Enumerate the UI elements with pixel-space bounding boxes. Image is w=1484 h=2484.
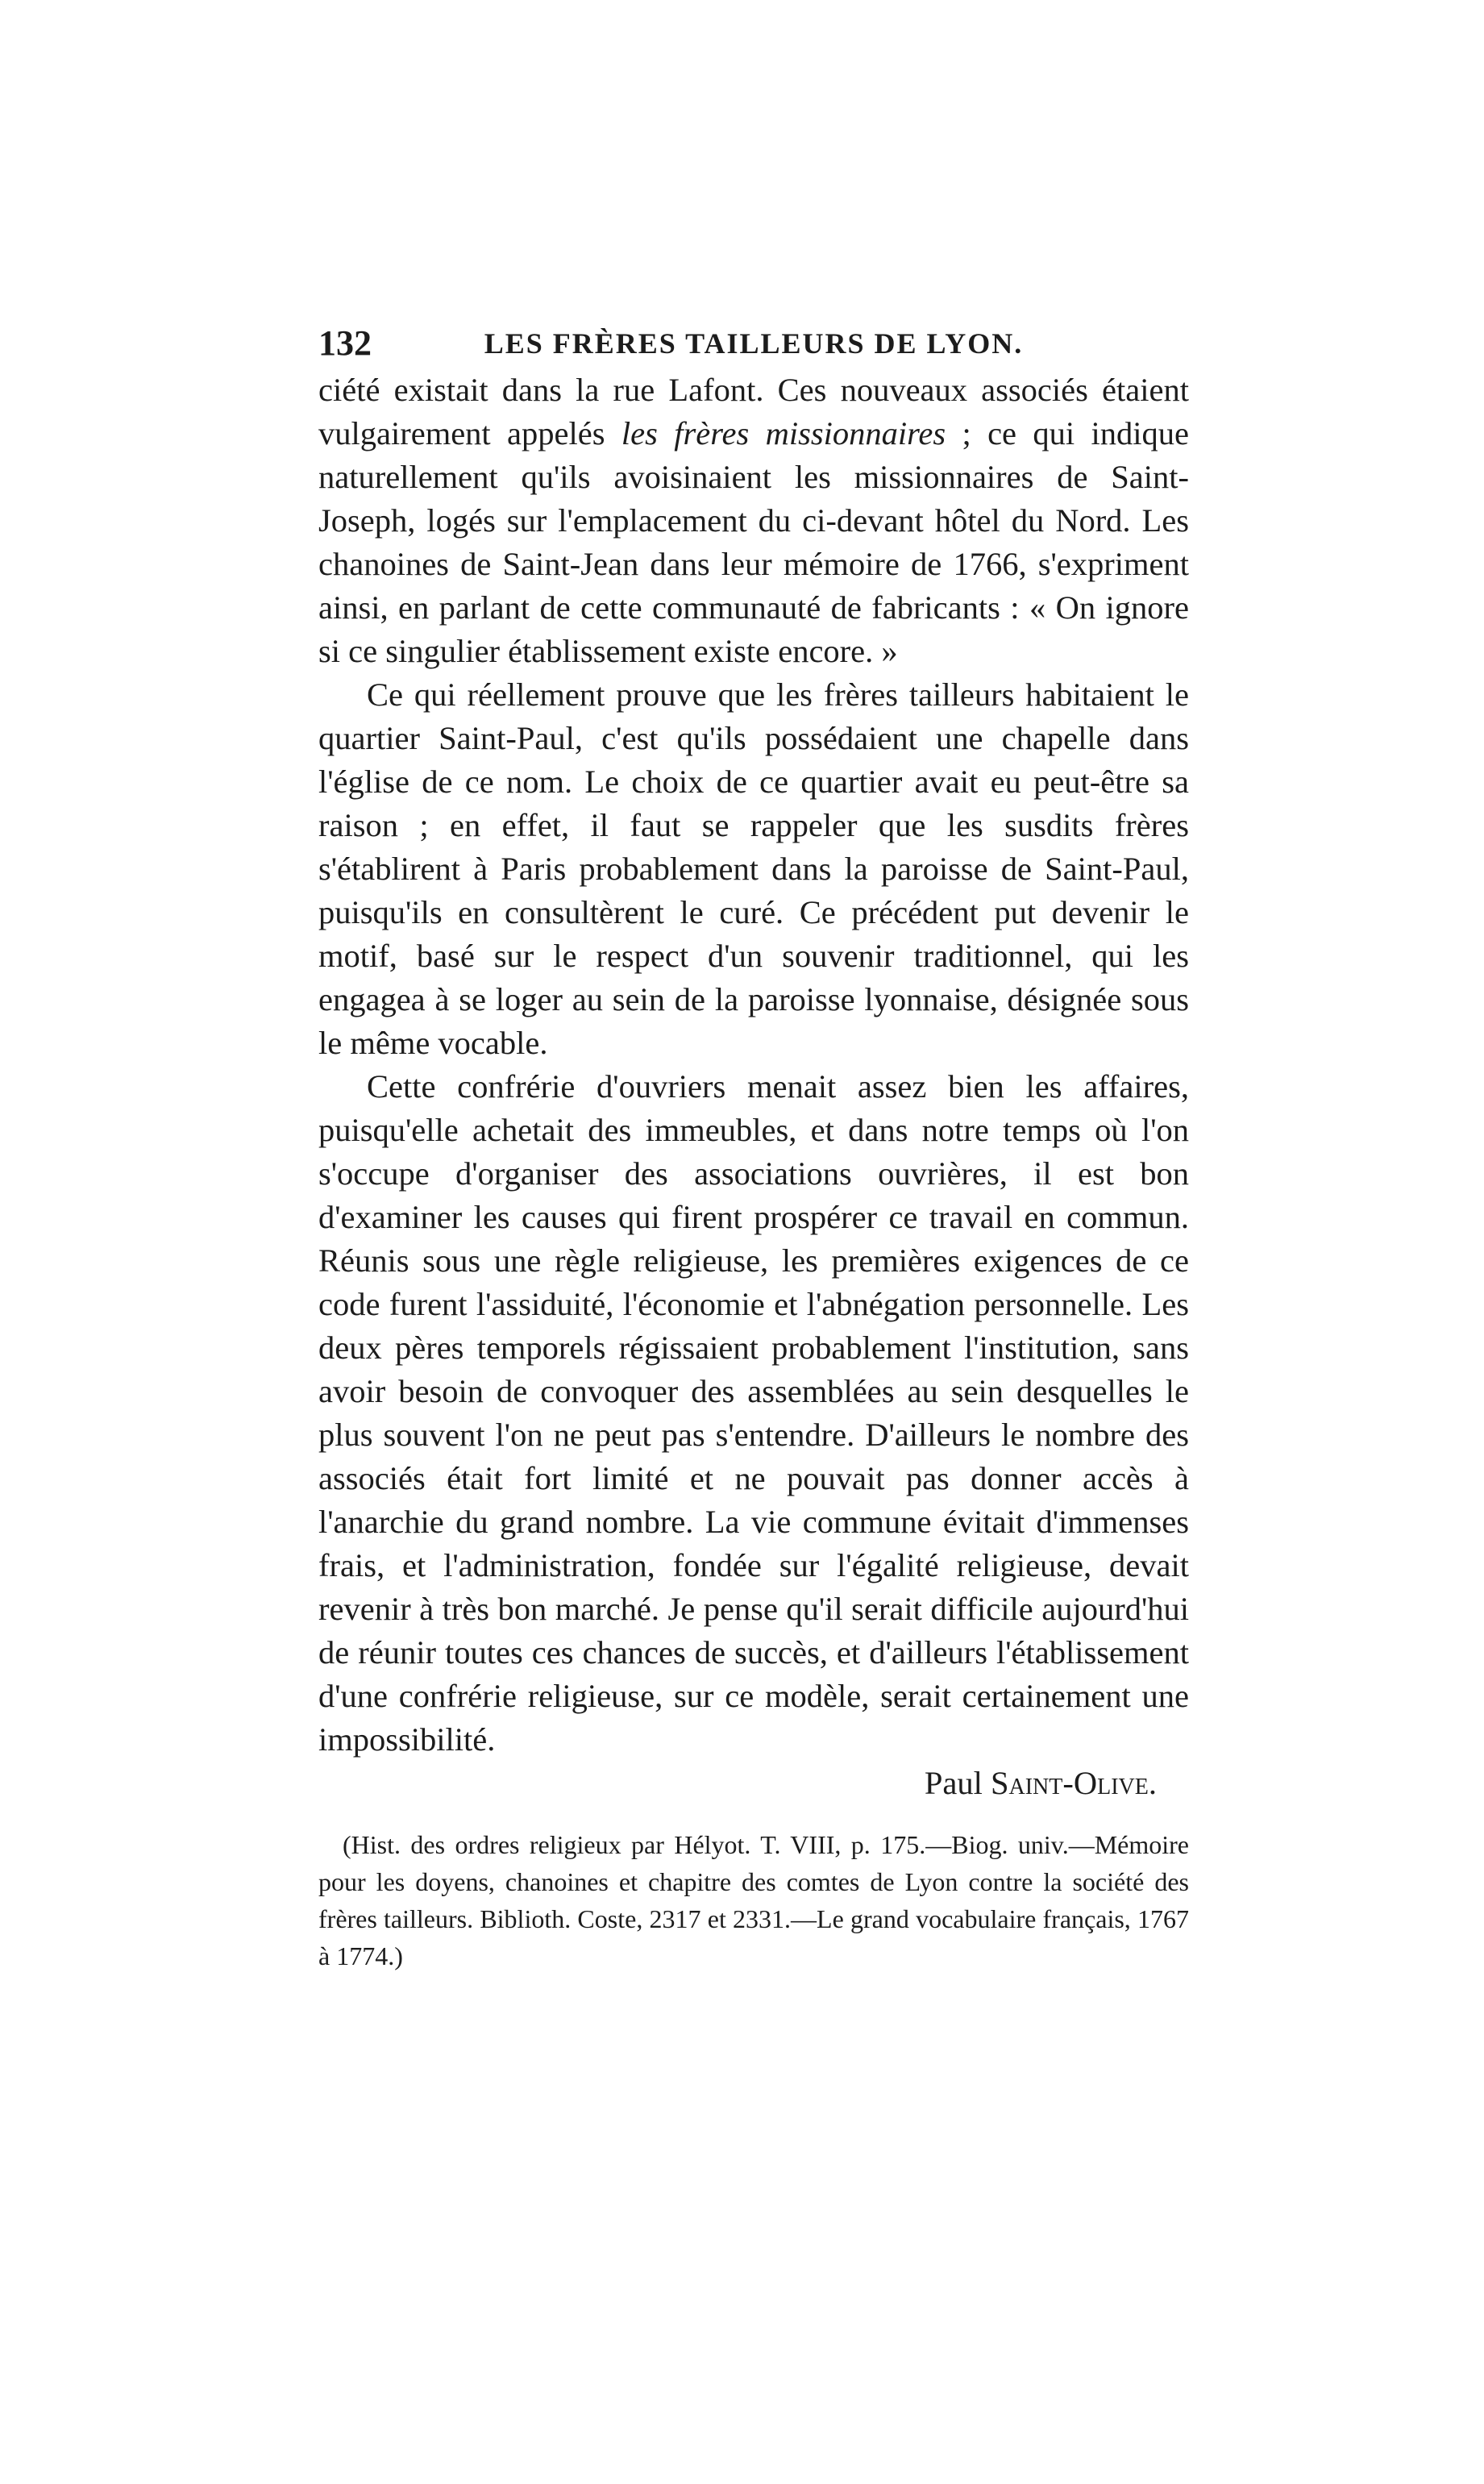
running-head — [318, 318, 1189, 368]
paragraph-1-italic: les frères missionnaires — [621, 415, 946, 451]
paragraph-1-text-b: ; ce qui indique naturellement qu'ils avoisinaient les missionnaires de Saint-Joseph, logés sur l'emplacement du ci-devant hôtel du Nord. Les chanoines de Saint-Jean dans leur mémoire de 1766, s'expriment ainsi, en parlant de cette communauté de fabricants : « On ignore si ce singulier établissement existe encore. » — [318, 415, 1189, 669]
references-note: (Hist. des ordres religieux par Hélyot. T. VIII, p. 175.—Biog. univ.—Mémoire pour les doyens, chanoines et chapitre des comtes de Lyon contre la société des frères tailleurs. Biblioth. Coste, 2317 et 2331.—Le grand vocabulaire français, 1767 à 1774.) — [318, 1830, 1189, 1970]
body-text — [318, 368, 1189, 1805]
paragraph-2: Ce qui réellement prouve que les frères tailleurs habitaient le quartier Saint-Paul, c'est qu'ils possédaient une chapelle dans l'église de ce nom. Le choix de ce quartier avait eu peut-être sa raison ; en effet, il faut se rappeler que les susdits frères s'établirent à Paris probablement dans la paroisse de Saint-Paul, puisqu'ils en consultèrent le curé. Ce précédent put devenir le motif, basé sur le respect d'un souvenir traditionnel, qui les engagea à se loger au sein de la paroisse lyonnaise, désignée sous le même vocable. — [318, 676, 1189, 1061]
paragraph-1-text-a: ciété existait dans la rue Lafont. Ces nouveaux associés étaient vulgairement appelés — [318, 372, 1189, 451]
book-page — [318, 318, 1189, 2000]
paragraph-3: Cette confrérie d'ouvriers menait assez bien les affaires, puisqu'elle achetait des immeubles, et dans notre temps où l'on s'occupe d'organiser des associations ouvrières, il est bon d'examiner les causes qui firent prospérer ce travail en commun. Réunis sous une règle religieuse, les premières exigences de ce code furent l'assiduité, l'économie et l'abnégation personnelle. Les deux pères temporels régissaient probablement l'institution, sans avoir besoin de convoquer des assemblées au sein desquelles le plus souvent l'on ne peut pas s'entendre. D'ailleurs le nombre des associés était fort limité et ne pouvait pas donner accès à l'anarchie du grand nombre. La vie commune évitait d'immenses frais, et l'administration, fondée sur l'égalité religieuse, devait revenir à très bon marché. Je pense qu'il serait difficile aujourd'hui de réunir toutes ces chances de succès, et d'ailleurs l'établissement d'une confrérie religieuse, sur ce modèle, serait certainement une impossibilité. — [318, 1068, 1189, 1758]
signature-line — [318, 1762, 1189, 1805]
running-title: LES FRÈRES TAILLEURS DE LYON. — [484, 327, 1024, 360]
page-number: 132 — [318, 323, 372, 363]
paragraph-1 — [318, 368, 1189, 673]
signature-last-name: Saint-Olive. — [990, 1765, 1157, 1801]
signature-first-name: Paul — [924, 1765, 983, 1801]
author-signature — [925, 1762, 1189, 1805]
